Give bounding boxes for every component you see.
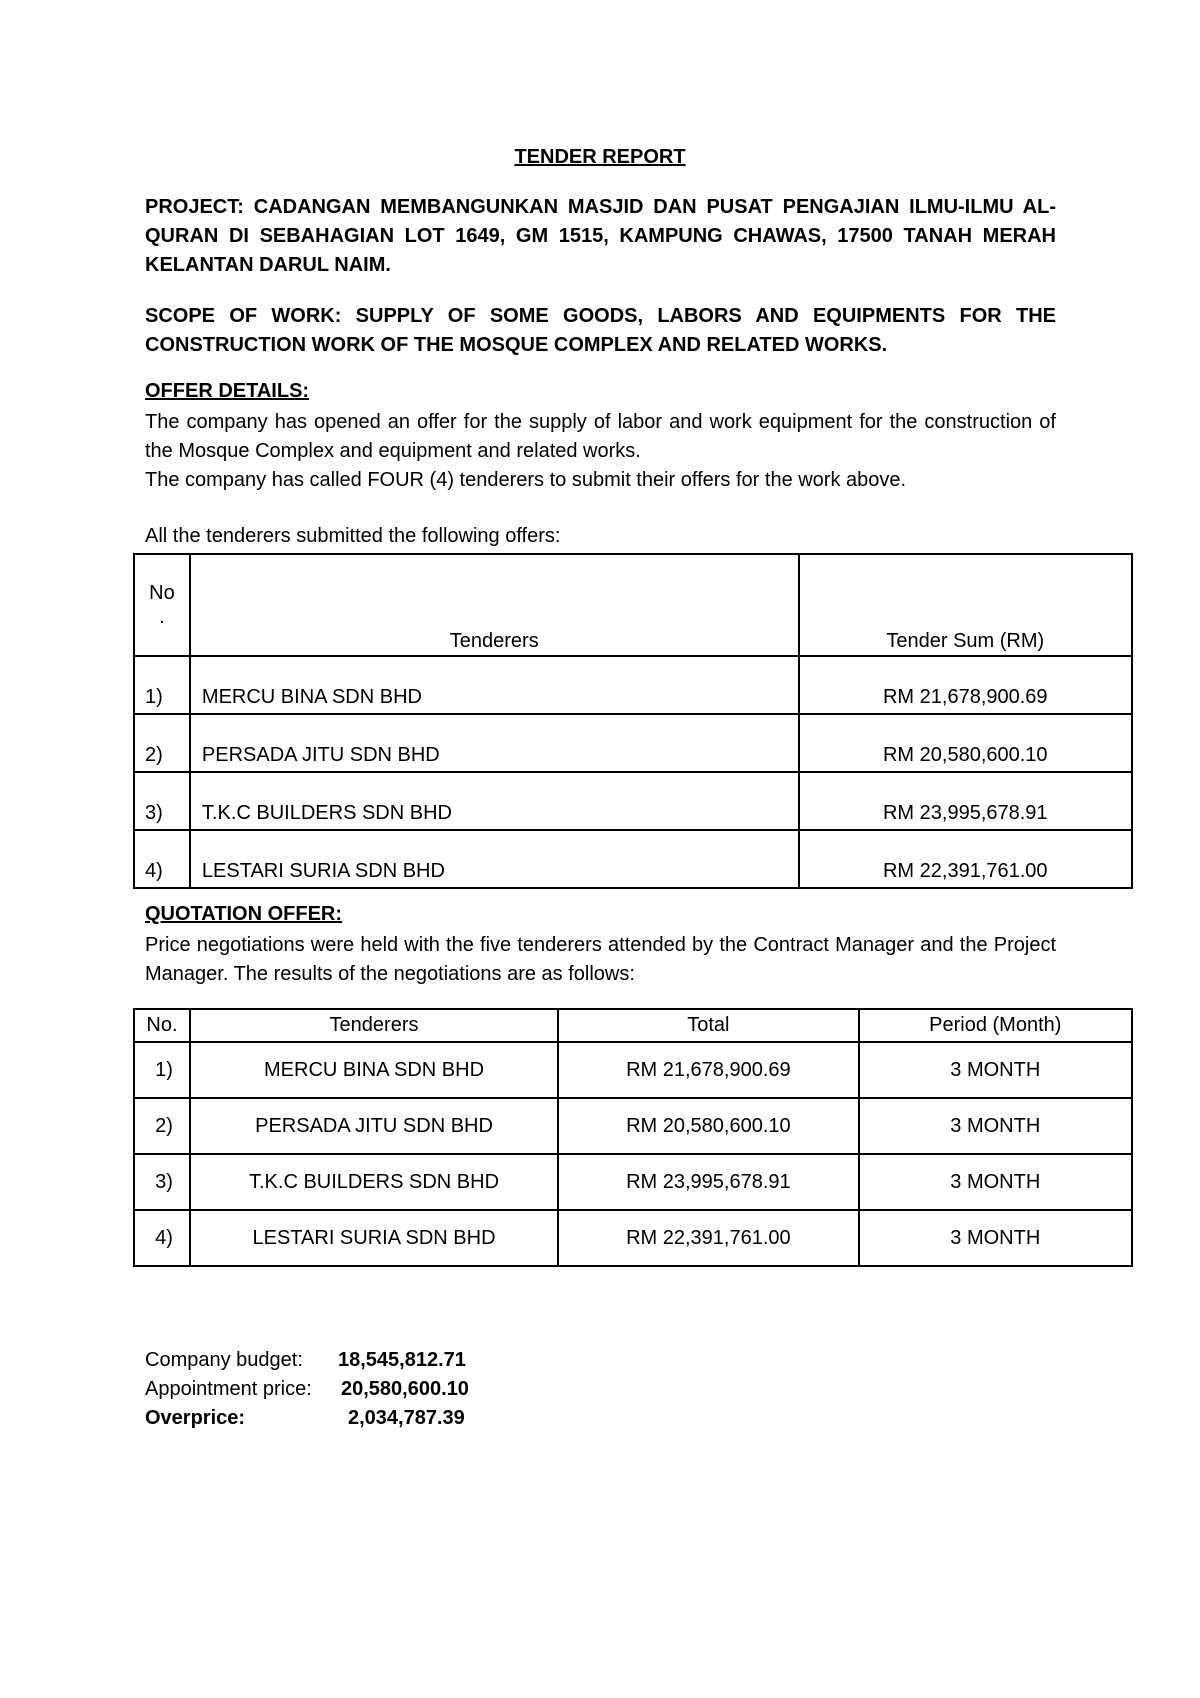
company-budget-label: Company budget: <box>145 1349 303 1371</box>
project-description: PROJECT: CADANGAN MEMBANGUNKAN MASJID DAN PUSAT PENGAJIAN ILMU-ILMU AL-QURAN DI SEBAHAGIAN LOT 1649, GM 1515, KAMPUNG CHAWAS, 17500 TANAH MERAH KELANTAN DARUL NAIM. <box>145 196 1056 276</box>
scope-of-work: SCOPE OF WORK: SUPPLY OF SOME GOODS, LABORS AND EQUIPMENTS FOR THE CONSTRUCTION WORK OF THE MOSQUE COMPLEX AND RELATED WORKS. <box>145 305 1056 356</box>
tenderer-name: LESTARI SURIA SDN BHD <box>190 1210 558 1266</box>
overprice-value: 2,034,787.39 <box>348 1407 465 1429</box>
tenderer-name: MERCU BINA SDN BHD <box>190 1042 558 1098</box>
offers-header-no <box>134 554 190 656</box>
quotation-total: RM 20,580,600.10 <box>558 1098 858 1154</box>
table-row <box>134 830 1132 888</box>
overprice-label: Overprice: <box>145 1407 246 1429</box>
row-number: 3) <box>134 772 190 830</box>
quotation-period: 3 MONTH <box>859 1042 1132 1098</box>
tenderer-name: T.K.C BUILDERS SDN BHD <box>190 772 799 830</box>
table-row <box>134 1098 1132 1154</box>
tender-sum: RM 20,580,600.10 <box>799 714 1132 772</box>
row-number: 1) <box>134 1042 190 1098</box>
tenderer-name: T.K.C BUILDERS SDN BHD <box>190 1154 558 1210</box>
quotation-period: 3 MONTH <box>859 1154 1132 1210</box>
quotation-table <box>133 1008 1133 1267</box>
tenderer-name: PERSADA JITU SDN BHD <box>190 1098 558 1154</box>
document-title: TENDER REPORT <box>514 146 686 168</box>
tender-sum: RM 21,678,900.69 <box>799 656 1132 714</box>
quotation-offer-heading: QUOTATION OFFER: <box>145 903 343 925</box>
offer-paragraph-1: The company has opened an offer for the supply of labor and work equipment for the construction of the Mosque Complex and equipment and related works. <box>145 411 1056 462</box>
quotation-total: RM 21,678,900.69 <box>558 1042 858 1098</box>
quotation-header-tenderers: Tenderers <box>190 1009 558 1042</box>
quotation-header-period: Period (Month) <box>859 1009 1132 1042</box>
company-budget-value: 18,545,812.71 <box>338 1349 466 1371</box>
tender-sum: RM 23,995,678.91 <box>799 772 1132 830</box>
quotation-table-header <box>134 1009 1132 1042</box>
row-number: 3) <box>134 1154 190 1210</box>
table-row <box>134 714 1132 772</box>
quotation-total: RM 22,391,761.00 <box>558 1210 858 1266</box>
tender-sum: RM 22,391,761.00 <box>799 830 1132 888</box>
row-number: 2) <box>134 714 190 772</box>
offer-details-heading: OFFER DETAILS: <box>145 380 310 402</box>
offers-table <box>133 553 1133 889</box>
offers-intro: All the tenderers submitted the following offers: <box>145 525 561 547</box>
quotation-period: 3 MONTH <box>859 1098 1132 1154</box>
appointment-price-value: 20,580,600.10 <box>341 1378 469 1400</box>
tenderer-name: PERSADA JITU SDN BHD <box>190 714 799 772</box>
offer-details-text <box>145 408 1056 495</box>
quotation-header-no: No. <box>134 1009 190 1042</box>
table-row <box>134 656 1132 714</box>
offers-table-header <box>134 554 1132 656</box>
offer-paragraph-2: The company has called FOUR (4) tenderers to submit their offers for the work above. <box>145 469 907 491</box>
row-number: 4) <box>134 830 190 888</box>
quotation-total: RM 23,995,678.91 <box>558 1154 858 1210</box>
table-row <box>134 1210 1132 1266</box>
tenderer-name: LESTARI SURIA SDN BHD <box>190 830 799 888</box>
tenderer-name: MERCU BINA SDN BHD <box>190 656 799 714</box>
table-row <box>134 772 1132 830</box>
offers-header-tenderers: Tenderers <box>190 554 799 656</box>
table-row <box>134 1042 1132 1098</box>
offers-header-no-line1: No <box>149 582 175 604</box>
quotation-period: 3 MONTH <box>859 1210 1132 1266</box>
offers-header-sum: Tender Sum (RM) <box>799 554 1132 656</box>
appointment-price-label: Appointment price: <box>145 1378 312 1400</box>
offers-header-no-line2: . <box>159 606 165 628</box>
row-number: 2) <box>134 1098 190 1154</box>
row-number: 1) <box>134 656 190 714</box>
row-number: 4) <box>134 1210 190 1266</box>
table-row <box>134 1154 1132 1210</box>
quotation-paragraph: Price negotiations were held with the five tenderers attended by the Contract Manager and the Project Manager. The results of the negotiations are as follows: <box>145 934 1056 985</box>
quotation-header-total: Total <box>558 1009 858 1042</box>
